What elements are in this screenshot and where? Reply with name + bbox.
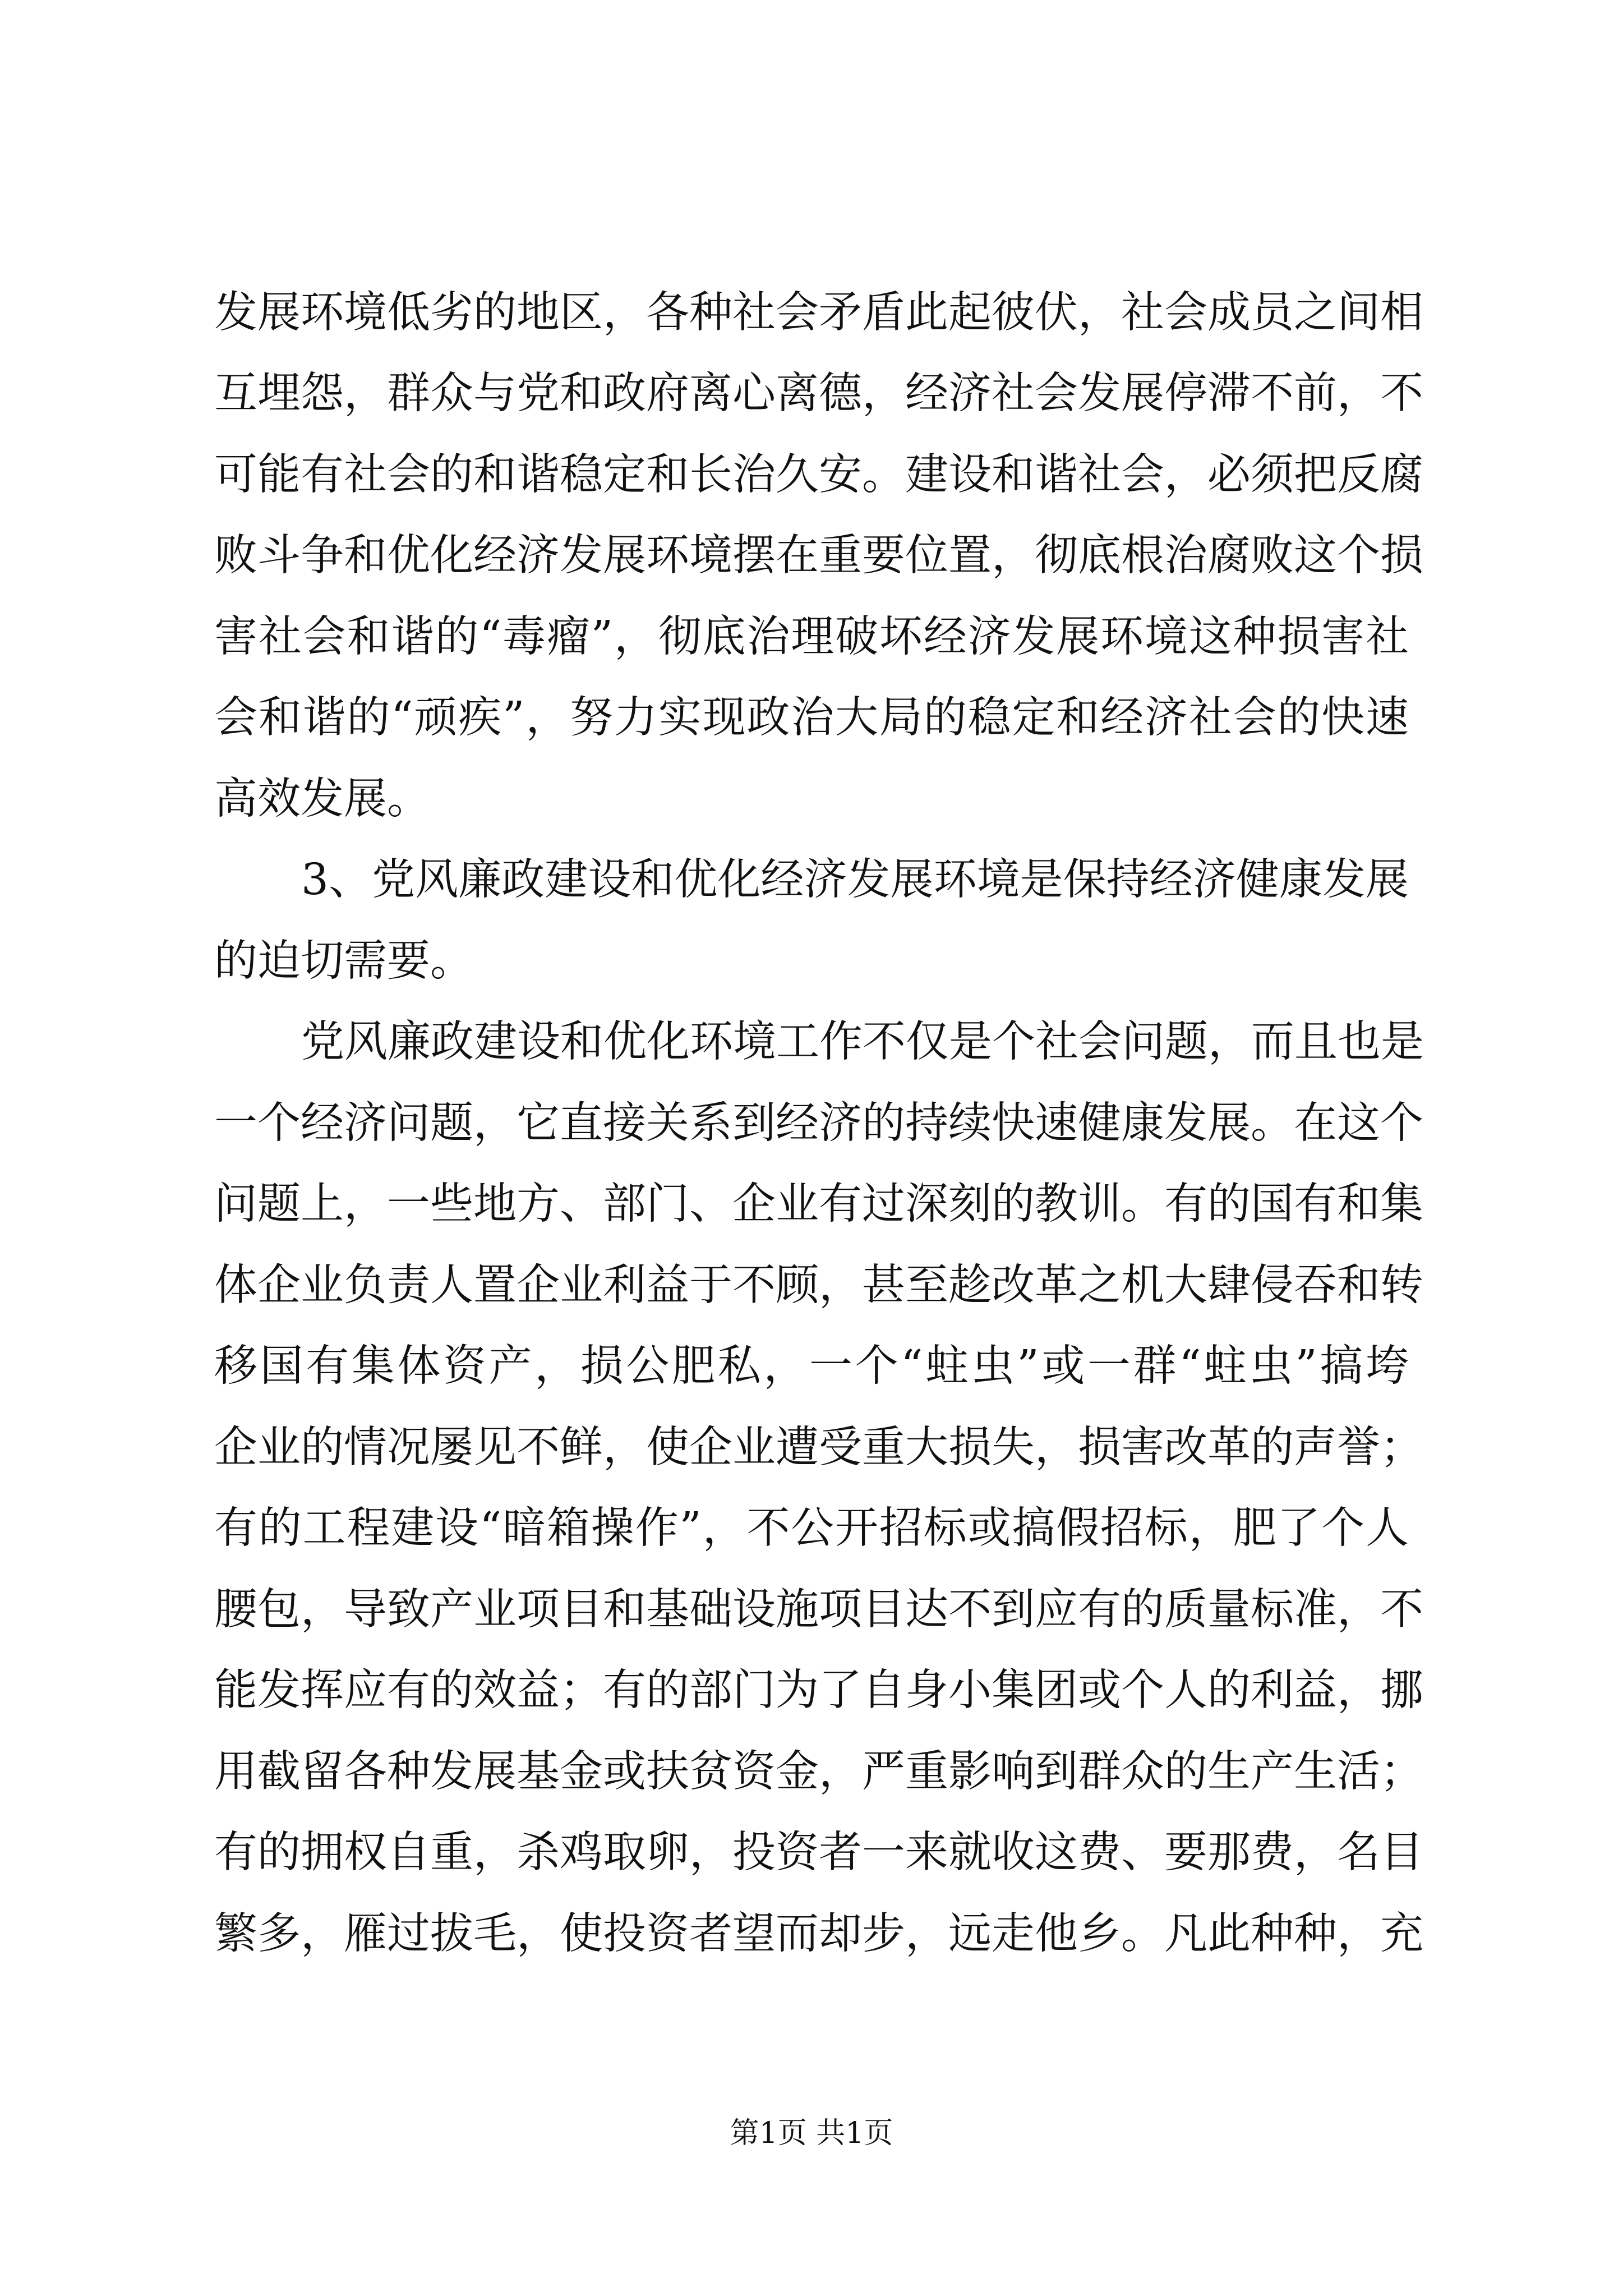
body-line: 党风廉政建设和优化环境工作不仅是个社会问题，而且也是 [301,1017,1424,1067]
body-line: 能发挥应有的效益；有的部门为了自身小集团或个人的利益，挪 [214,1665,1423,1715]
body-line: 用截留各种发展基金或扶贫资金，严重影响到群众的生产生活； [214,1747,1423,1797]
body-line: 会和谐的“顽疾”，努力实现政治大局的稳定和经济社会的快速 [214,693,1409,743]
section-heading-line: 的迫切需要。 [214,936,473,986]
body-line: 移国有集体资产，损公肥私，一个“蛀虫”或一群“蛀虫”搞垮 [214,1341,1409,1391]
section-heading-line: 3、党风廉政建设和优化经济发展环境是保持经济健康发展 [301,855,1409,905]
body-line: 体企业负责人置企业利益于不顾，甚至趁改革之机大肆侵吞和转 [214,1260,1423,1310]
body-line: 可能有社会的和谐稳定和长治久安。建设和谐社会，必须把反腐 [214,450,1423,500]
body-line: 有的拥权自重，杀鸡取卵，投资者一来就收这费、要那费，名目 [214,1828,1423,1878]
body-line: 繁多，雁过拔毛，使投资者望而却步，远走他乡。凡此种种，充 [214,1909,1423,1959]
body-line: 害社会和谐的“毒瘤”，彻底治理破坏经济发展环境这种损害社 [214,612,1409,662]
body-line: 互埋怨，群众与党和政府离心离德，经济社会发展停滞不前，不 [214,369,1423,418]
body-line: 腰包，导致产业项目和基础设施项目达不到应有的质量标准，不 [214,1585,1423,1635]
body-line: 一个经济问题，它直接关系到经济的持续快速健康发展。在这个 [214,1098,1423,1148]
page-footer: 第1页 共1页 [730,2116,893,2150]
body-line: 败斗争和优化经济发展环境摆在重要位置，彻底根治腐败这个损 [214,531,1423,581]
body-line: 有的工程建设“暗箱操作”，不公开招标或搞假招标，肥了个人 [214,1503,1409,1553]
body-line: 企业的情况屡见不鲜，使企业遭受重大损失，损害改革的声誉； [214,1423,1423,1473]
body-line: 高效发展。 [214,774,430,824]
body-line: 发展环境低劣的地区，各种社会矛盾此起彼伏，社会成员之间相 [214,288,1423,338]
body-line: 问题上，一些地方、部门、企业有过深刻的教训。有的国有和集 [214,1179,1423,1229]
